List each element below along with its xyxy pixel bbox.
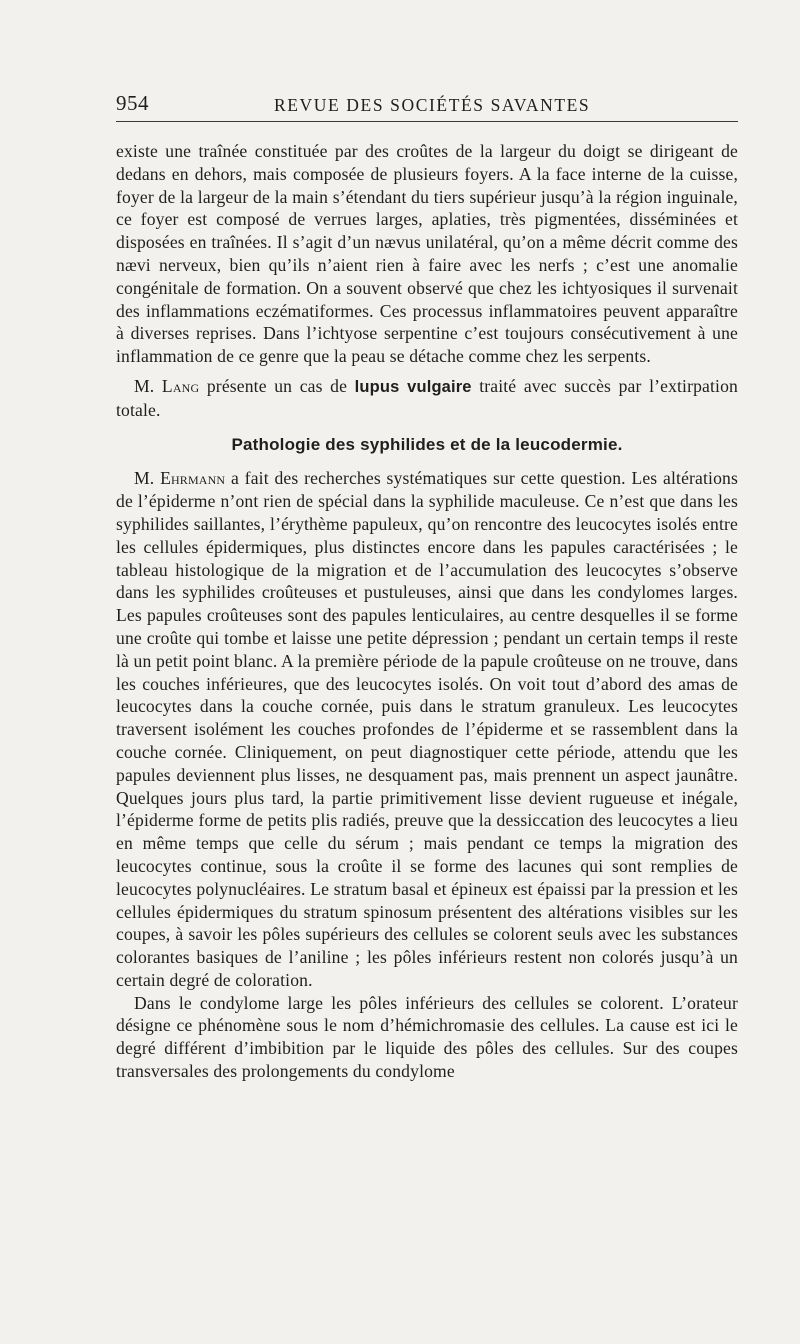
header-rule [116,121,738,122]
bold-term: lupus vulgaire [354,377,472,396]
paragraph-condylome: Dans le condylome large les pôles inférieurs des cellules se colorent. L’orateur désigne ce phénomène sous le nom d’hémichromasie des cellules. La cause est ici le degré différent d’imbibition par le liquide des pôles des cellules. Sur des coupes transversales des prolongements du condylome [116,992,738,1082]
author-name: Ehrmann [160,468,226,489]
body-text [116,140,738,1083]
paragraph-ehrmann [116,467,738,991]
running-title: REVUE DES SOCIÉTÉS SAVANTES [274,95,591,115]
section-heading: Pathologie des syphilides et de la leucodermie. [231,434,623,454]
page-header [116,80,738,116]
paragraph-continuation: existe une traînée constituée par des croûtes de la largeur du doigt se dirigeant de dedans en dehors, mais composée de plusieurs foyers. A la face interne de la cuisse, foyer de la largeur de la main s’étendant du tiers supérieur jusqu’à la région inguinale, ce foyer est composé de verrues larges, aplaties, très pigmentées, disséminées et disposées en traînées. Il s’agit d’un nævus unilatéral, qu’on a même décrit comme des nævi nerveux, bien qu’ils n’aient rien à faire avec les nerfs ; c’est une anomalie congénitale de formation. On a souvent observé que chez les ichtyosiques il survenait des inflammations eczématiformes. Ces processus inflammatoires peuvent apparaître à diverses reprises. Dans l’ichtyose serpentine c’est toujours consécutivement à une inflammation de ce genre que la peau se détache comme chez les serpents. [116,141,738,367]
author-prefix: M. [134,468,155,489]
author-prefix: M. [134,375,155,396]
paragraph-text: présente un cas de [206,375,348,396]
paragraph-text: traité avec succès par l’extirpation totale. [116,375,738,420]
paragraph-text: a fait des recherches systématiques sur cette question. Les altérations de l’épiderme n’ont rien de spécial dans la syphilide maculeuse. Ce n’est que dans les syphilides saillantes, l’érythème papuleux, qu’on rencontre des leucocytes isolés entre les cellules épidermiques, plus distinctes encore dans les papules caractérisées ; le tableau histologique de la migration et de l’accumulation des leucocytes s’observe dans les syphilides croûteuses et pustuleuses, ainsi que dans les condylomes larges. Les papules croûteuses sont des papules lenticulaires, au centre desquelles il se forme une croûte qui tombe et laisse une petite dépression ; pendant un certain temps il reste là un petit point blanc. A la première période de la papule croûteuse on ne trouve, dans les couches inférieures, que des leucocytes isolés. On voit tout d’abord des amas de leucocytes dans la couche cornée, puis dans le stratum granuleux. Les leucocytes traversent isolément les couches profondes de l’épiderme et se rassemblent dans la couche cornée. Cliniquement, on peut diagnostiquer cette période, attendu que les papules deviennent plus lisses, ne desquament pas, mais prennent un aspect jaunâtre. Quelques jours plus tard, la partie primitivement lisse devient rugueuse et inégale, l’épiderme forme de petits plis radiés, preuve que la dessiccation des leucocytes a lieu en même temps que celle du sérum ; mais pendant ce temps la migration des leucocytes continue, sous la croûte il se forme des lacunes qui sont remplies de leucocytes polynucléaires. Le stratum basal et épineux est épaissi par la pression et les cellules épidermiques du stratum spinosum présentent des altérations visibles sur les coupes, à savoir les pôles supérieurs des cellules se colorent seuls avec les substances colorantes basiques de l’aniline ; les pôles inférieurs restent non colorés jusqu’à un certain degré de coloration. [116,468,738,990]
paragraph-lang [116,375,738,422]
author-name: Lang [161,375,200,396]
page-number: 954 [116,91,149,115]
